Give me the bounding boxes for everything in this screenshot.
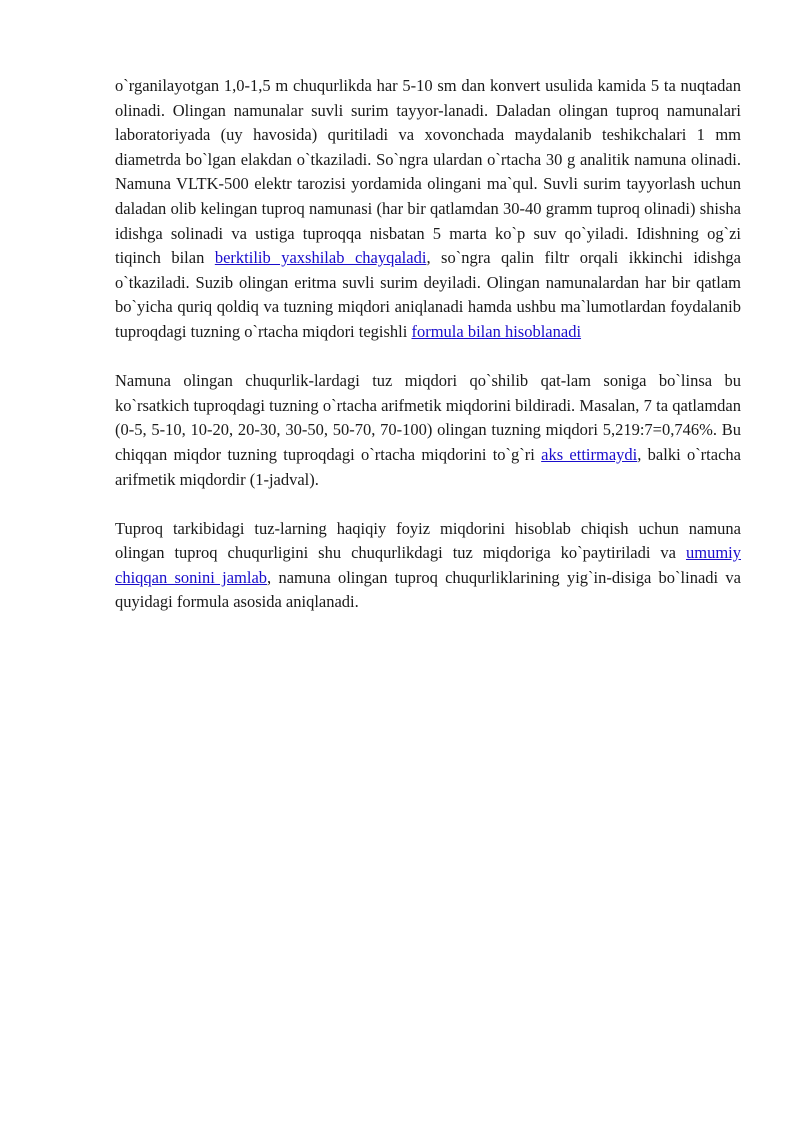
link-aks-ettirmaydi[interactable]: aks ettirmaydi [541, 444, 638, 464]
link-formula-bilan-hisoblanadi[interactable]: formula bilan hisoblanadi [411, 321, 582, 341]
paragraph-text: , namuna olingan tuproq chuqurliklarining yig`in-disiga bo`linadi va quyidagi formula asosida aniqlanadi. [115, 567, 741, 612]
paragraph-average-salt [115, 369, 741, 492]
paragraph-sampling [115, 74, 741, 345]
paragraph-text: , balki o`rtacha arifmetik miqdordir (1-jadval). [115, 444, 741, 489]
paragraph-text: Tuproq tarkibidagi tuz-larning haqiqiy foyiz miqdorini hisoblab chiqish uchun namuna olingan tuproq chuqurligini shu chuqurlikdagi tuz miqdoriga ko`paytiriladi va [115, 518, 741, 563]
paragraph-text: Namuna olingan chuqurlik-lardagi tuz miqdori qo`shilib qat-lam soniga bo`linsa bu ko`rsatkich tuproqdagi tuzning o`rtacha arifmetik miqdorini bildiradi. Masalan, 7 ta qatlamdan (0-5, 5-10, 10-20, 20-30, 30-50, 50-70, 70-100) olingan tuzning miqdori 5,219:7=0,746%. Bu chiqqan miqdor tuzning tuproqdagi o`rtacha miqdorini to`g`ri [115, 371, 741, 464]
paragraph-text: o`rganilayotgan 1,0-1,5 m chuqurlikda har 5-10 sm dan konvert usulida kamida 5 ta nuqtadan olinadi. Olingan namunalar suvli surim tayyor-lanadi. Daladan olingan tuproq namunalari laboratoriyada (uy havosida) quritiladi va xovonchada maydalanib teshikchalari 1 mm diametrda bo`lgan elakdan o`tkaziladi. So`ngra ulardan o`rtacha 30 g analitik namuna olinadi. Namuna VLTK-500 elektr tarozisi yordamida olingani ma`qul. Suvli surim tayyorlash uchun daladan olib kelingan tuproq namunasi (har bir qatlamdan 30-40 gramm tuproq olinadi) shisha idishga solinadi va ustiga tuproqqa nisbatan 5 marta ko`p suv qo`yiladi. Idishning og`zi tiqinch bilan [115, 76, 741, 268]
paragraph-true-percentage [115, 517, 741, 615]
link-umumiy-chiqqan-sonini-jamlab[interactable]: umumiy chiqqan sonini jamlab [115, 543, 741, 587]
paragraph-text: , so`ngra qalin filtr orqali ikkinchi idishga o`tkaziladi. Suzib olingan eritma suvli surim deyiladi. Olingan namunalardan har bir qatlam bo`yicha quriq qoldiq va tuzning miqdori aniqlanadi hamda ushbu ma`lumotlardan foydalanib tuproqdagi tuzning o`rtacha miqdori tegishli [115, 248, 741, 341]
link-berktilib-yaxshilab-chayqaladi[interactable]: berktilib yaxshilab chayqaladi [214, 248, 427, 268]
document-page [115, 74, 741, 640]
